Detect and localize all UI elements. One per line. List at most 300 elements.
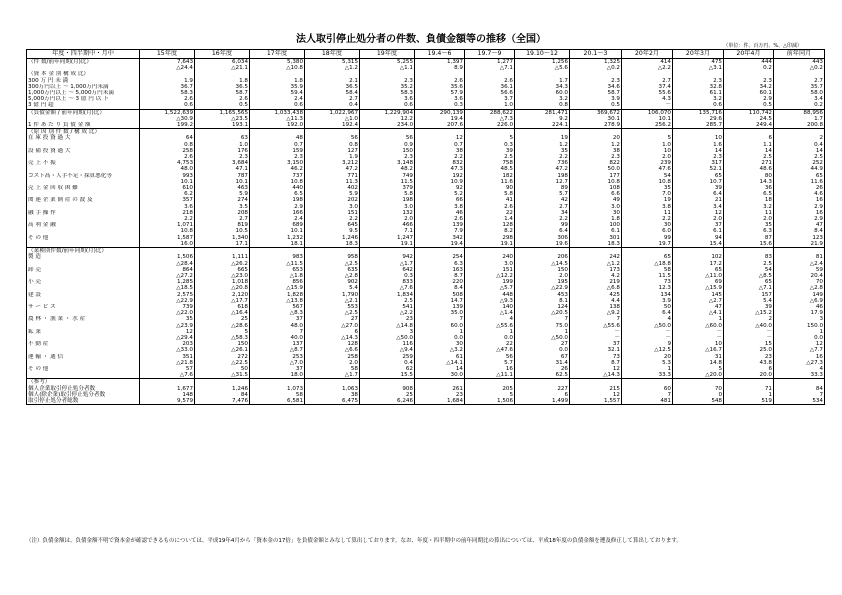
table-cell: 176 2.3 xyxy=(195,148,250,160)
table-cell: 5,255 △1.1 xyxy=(360,59,415,72)
table-cell: 618 △16.4 xyxy=(195,304,250,316)
table-cell: 553 △2.5 xyxy=(305,304,360,316)
header-period: 20年2月 xyxy=(622,50,673,59)
table-cell: 58.3 xyxy=(360,90,415,96)
table-cell: 36.5 xyxy=(195,84,250,90)
table-cell: 3.6 xyxy=(360,96,415,102)
table-cell: 2.7 xyxy=(622,71,673,83)
table-cell: 58 △1.7 xyxy=(305,366,360,379)
table-cell: 1 0.0 xyxy=(415,329,465,341)
row-label: （参考） 個人企業取引停止処分者数 個人(除企業)取引停止処分者数 取引停止処分者総数 xyxy=(27,379,140,405)
table-cell: 35 2.2 xyxy=(515,148,570,160)
table-cell: 14 30.0 xyxy=(415,366,465,379)
table-cell: 254 6.3 xyxy=(415,248,465,267)
table-cell: 288,622 △7.3 xyxy=(465,109,515,122)
table-cell: 3,212 47.2 xyxy=(305,160,360,172)
table-cell: 55.6 xyxy=(622,90,673,96)
table-cell: 2,575 △22.9 xyxy=(140,292,195,304)
row-label: 農 林 ・ 漁 業 ・ 水 産 xyxy=(27,316,140,328)
table-cell: 198 2.9 xyxy=(250,197,305,209)
table-cell: 200.8 xyxy=(774,122,825,129)
table-cell: 140 △1.4 xyxy=(465,304,515,316)
table-cell: 278.9 xyxy=(570,122,622,129)
table-cell: 771 11.3 xyxy=(305,173,360,185)
table-cell: 16 △27.3 xyxy=(774,354,825,366)
table-body xyxy=(27,59,825,405)
table-cell: 65 11.6 xyxy=(774,173,825,185)
table-cell: 4,753 48.0 xyxy=(140,160,195,172)
table-cell: 59.4 xyxy=(250,90,305,96)
table-cell: 205 5 1,506 xyxy=(465,379,515,405)
table-cell: 87 15.6 xyxy=(724,235,774,248)
table-cell: 195 △22.9 xyxy=(515,279,570,291)
table-cell: 463 5.9 xyxy=(195,185,250,197)
table-cell: 832 47.3 xyxy=(415,160,465,172)
page-title: 法人取引停止処分者の件数、負債金額等の推移（全国） xyxy=(296,34,546,45)
table-cell: 1,073 58 6,581 xyxy=(250,379,305,405)
table-cell: 541 △2.2 xyxy=(360,304,415,316)
table-cell: 1.8 xyxy=(195,71,250,83)
table-cell: 208 2.7 xyxy=(195,210,250,222)
table-cell: 16 2.9 xyxy=(774,210,825,222)
table-row xyxy=(27,222,825,234)
table-cell: 2 0.4 xyxy=(774,129,825,148)
table-cell: 145 △2.7 xyxy=(673,292,724,304)
table-cell: 2.6 xyxy=(465,71,515,83)
footnote: （注）負債金額は、負債金額不明で資本金が確認できるものについては、平成19年4月から「資本金の17倍」を負債金額とみなして算出しております。なお、年度・四半期中の前年同期比の算出については、平成18年度の負債金額を遡及修正して算出しております。 xyxy=(26,538,682,544)
table-cell: 218 2.2 xyxy=(140,210,195,222)
table-cell: 2.6 xyxy=(140,96,195,102)
header-period: 19.7～9 xyxy=(465,50,515,59)
table-cell: 610 6.2 xyxy=(140,185,195,197)
table-cell: 135,716 29.6 xyxy=(673,109,724,122)
table-cell: 4 △55.6 xyxy=(465,316,515,328)
table-cell: 199 △5.7 xyxy=(465,279,515,291)
table-cell: 37 18.0 xyxy=(250,366,305,379)
table-cell: 9 △12.5 xyxy=(622,341,673,353)
table-row xyxy=(27,379,825,405)
table-cell: 138 △9.2 xyxy=(570,304,622,316)
table-cell: 224.1 xyxy=(515,122,570,129)
table-cell: 123 21.9 xyxy=(774,235,825,248)
row-label: 卸 売 xyxy=(27,267,140,279)
table-cell: 3,148 48.2 xyxy=(360,160,415,172)
table-cell: 127 1.9 xyxy=(305,148,360,160)
table-cell: 758 48.5 xyxy=(465,160,515,172)
table-cell: 81 △2.4 xyxy=(774,248,825,267)
table-row xyxy=(27,129,825,148)
table-cell: 30 6.0 xyxy=(622,222,673,234)
table-cell: 227 6 1,499 xyxy=(515,379,570,405)
header-period: 17年度 xyxy=(250,50,305,59)
table-cell: 39 △15.2 xyxy=(724,304,774,316)
table-cell: 298 19.1 xyxy=(465,235,515,248)
table-cell: 5 0.3 xyxy=(465,129,515,148)
table-cell: 635 △2.8 xyxy=(305,267,360,279)
row-label: 1 件 あ た り 負 債 金 額 xyxy=(27,122,140,129)
row-label: 建 設 xyxy=(27,292,140,304)
table-cell: 47 △4.1 xyxy=(673,304,724,316)
table-row xyxy=(27,248,825,267)
table-cell: 50 6.4 xyxy=(622,304,673,316)
table-cell: 261 23 1,684 xyxy=(415,379,465,405)
table-cell: 253 △7.0 xyxy=(250,354,305,366)
table-cell: 379 5.8 xyxy=(360,185,415,197)
table-cell: 0.5 xyxy=(724,102,774,109)
table-cell: 1,232 18.1 xyxy=(250,235,305,248)
table-cell: 351 △21.8 xyxy=(140,354,195,366)
table-cell: 99 19.7 xyxy=(622,235,673,248)
table-cell: － － xyxy=(570,329,622,341)
table-cell: 306 19.6 xyxy=(515,235,570,248)
table-cell: 58.3 xyxy=(140,90,195,96)
table-cell: 2.3 xyxy=(724,71,774,83)
table-cell: 92 5.2 xyxy=(415,185,465,197)
table-cell: 1.0 xyxy=(465,102,515,109)
table-cell: 12 2.0 xyxy=(673,210,724,222)
table-cell: 36.1 xyxy=(465,84,515,90)
header-period: 前年同月 xyxy=(774,50,825,59)
table-cell: 444 0.2 xyxy=(724,59,774,72)
table-cell: 1,277 △7.1 xyxy=(465,59,515,72)
table-cell: 38 2.2 xyxy=(415,148,465,160)
table-cell: 151 △12.2 xyxy=(465,267,515,279)
table-cell: 65 △11.0 xyxy=(673,267,724,279)
table-cell: 56 0.8 xyxy=(305,129,360,148)
row-label: （負債金額 / 前年同期(月)比） xyxy=(27,109,140,122)
table-row xyxy=(27,160,825,172)
table-cell: 88,956 1.7 xyxy=(774,109,825,122)
table-cell: 0.6 xyxy=(140,102,195,109)
table-cell: 54 △8.5 xyxy=(724,267,774,279)
table-cell: 16 2.9 xyxy=(774,197,825,209)
table-cell: 66 3.8 xyxy=(415,197,465,209)
table-cell: 1,587 16.0 xyxy=(140,235,195,248)
row-label: 設 備 投 資 過 大 xyxy=(27,148,140,160)
table-cell: 14 2.5 xyxy=(774,148,825,160)
header-period: 19.10～12 xyxy=(515,50,570,59)
table-cell: 177 10.8 xyxy=(570,173,622,185)
table-cell: 1,790 △2.1 xyxy=(305,292,360,304)
table-cell: 56 5.7 xyxy=(465,354,515,366)
table-cell: 1,677 148 9,579 xyxy=(140,379,195,405)
table-cell: 34.3 xyxy=(515,84,570,90)
table-cell: 27 △27.0 xyxy=(305,316,360,328)
table-cell: 0.6 xyxy=(673,102,724,109)
table-cell: 192.4 xyxy=(305,122,360,129)
table-cell: 234.0 xyxy=(360,122,415,129)
row-label: コスト高・人手不足・採算悪化等 xyxy=(27,173,140,185)
row-label: 鉱 業 xyxy=(27,329,140,341)
table-cell: 139 7.9 xyxy=(415,222,465,234)
table-cell: 6 △14.3 xyxy=(305,329,360,341)
table-cell: 3,150 46.2 xyxy=(250,160,305,172)
table-cell: 5,315 △1.2 xyxy=(305,59,360,72)
row-label: 運 輸 ・ 通 信 xyxy=(27,354,140,366)
table-cell: 1,522,639 △30.9 xyxy=(140,109,195,122)
table-cell: 285.7 xyxy=(673,122,724,129)
table-cell: 59 20.4 xyxy=(774,267,825,279)
row-label: 3 億 円 超 xyxy=(27,102,140,109)
table-cell: 10 △16.7 xyxy=(673,341,724,353)
table-cell: 42 2.7 xyxy=(515,197,570,209)
table-row xyxy=(27,366,825,379)
table-cell: 71 1 519 xyxy=(724,379,774,405)
row-label: 関 連 企 業 倒 産 の 波 及 xyxy=(27,197,140,209)
table-cell: 166 2.4 xyxy=(250,210,305,222)
table-cell: 1,071 10.8 xyxy=(140,222,195,234)
table-row xyxy=(27,197,825,209)
table-cell: 34.6 xyxy=(570,84,622,90)
table-cell: 3 △50.0 xyxy=(360,329,415,341)
table-cell: 301 18.3 xyxy=(570,235,622,248)
table-cell: 60 7 481 xyxy=(622,379,673,405)
table-cell: 206 △14.5 xyxy=(515,248,570,267)
table-cell: 7,643 △24.4 xyxy=(140,59,195,72)
table-cell: 3,684 47.1 xyxy=(195,160,250,172)
table-cell: 100 6.1 xyxy=(570,222,622,234)
table-row xyxy=(27,210,825,222)
table-cell: 6 20.0 xyxy=(724,366,774,379)
table-cell: 39 6.4 xyxy=(673,185,724,197)
table-cell: 856 △15.9 xyxy=(250,279,305,291)
table-cell: 35.2 xyxy=(360,84,415,90)
header-period: 20年3月 xyxy=(673,50,724,59)
table-row xyxy=(27,173,825,185)
table-cell: 1,033,438 △11.3 xyxy=(250,109,305,122)
table-cell: 215 12 1,557 xyxy=(570,379,622,405)
row-label: そ の 他 xyxy=(27,235,140,248)
table-cell: 23 43.8 xyxy=(724,354,774,366)
table-cell: 90 5.8 xyxy=(465,185,515,197)
header-period: 16年度 xyxy=(195,50,250,59)
table-cell: 983 △11.5 xyxy=(250,248,305,267)
table-cell: － － xyxy=(724,329,774,341)
table-cell: 1,285 △18.5 xyxy=(140,279,195,291)
table-cell: 63 1.0 xyxy=(195,129,250,148)
table-cell: 14 2.3 xyxy=(673,148,724,160)
row-label: 融 手 操 作 xyxy=(27,210,140,222)
table-cell: － － xyxy=(622,329,673,341)
table-cell: 198 12.7 xyxy=(515,173,570,185)
table-cell: 35 6.3 xyxy=(724,222,774,234)
table-cell: 137 △8.7 xyxy=(250,341,305,353)
table-cell: 1,063 38 6,475 xyxy=(305,379,360,405)
table-cell: 12 △29.4 xyxy=(140,329,195,341)
table-cell: 3.9 xyxy=(570,96,622,102)
row-label: 不 動 産 xyxy=(27,341,140,353)
table-cell: 3.7 xyxy=(465,96,515,102)
table-cell: 37 6.1 xyxy=(673,222,724,234)
table-cell: 258 2.0 xyxy=(305,354,360,366)
table-cell: 159 2.3 xyxy=(250,148,305,160)
table-cell: 30 △3.2 xyxy=(415,341,465,353)
table-cell: 202 3.0 xyxy=(305,197,360,209)
table-row xyxy=(27,304,825,316)
table-cell: 58.7 xyxy=(570,90,622,96)
table-row xyxy=(27,354,825,366)
table-cell: 157 5.4 xyxy=(724,292,774,304)
table-row xyxy=(27,329,825,341)
table-cell: 1,397 8.9 xyxy=(415,59,465,72)
table-cell: 207.6 xyxy=(415,122,465,129)
table-cell: 2.9 xyxy=(724,96,774,102)
table-row xyxy=(27,59,825,72)
table-cell: 110,742 24.5 xyxy=(724,109,774,122)
table-cell: 12 △7.7 xyxy=(774,341,825,353)
table-cell: 132 2.0 xyxy=(360,210,415,222)
table-cell: 128 8.2 xyxy=(465,222,515,234)
table-cell: 1 0.0 xyxy=(774,329,825,341)
header-label: 年度・四半期中・月中 xyxy=(27,50,140,59)
table-cell: 242 △1.2 xyxy=(570,248,622,267)
table-cell: 31 14.8 xyxy=(673,354,724,366)
table-cell: 3.4 xyxy=(774,96,825,102)
table-cell: 35 △23.9 xyxy=(140,316,195,328)
table-cell: 36 6.5 xyxy=(724,185,774,197)
table-cell: 21 3.4 xyxy=(673,197,724,209)
table-cell: 182 11.6 xyxy=(465,173,515,185)
table-cell: 35.7 xyxy=(774,84,825,90)
table-cell: 48 0.7 xyxy=(250,129,305,148)
table-cell: 70 0 548 xyxy=(673,379,724,405)
table-cell: 61.1 xyxy=(673,90,724,96)
table-cell: 739 △22.0 xyxy=(140,304,195,316)
table-cell: 39 2.5 xyxy=(465,148,515,160)
table-cell: 20 5.3 xyxy=(622,354,673,366)
table-cell: 271 48.6 xyxy=(724,160,774,172)
table-cell: 30 1.8 xyxy=(570,210,622,222)
table-cell: 108 6.6 xyxy=(570,185,622,197)
table-cell: 35.6 xyxy=(415,84,465,90)
table-cell: 1,111 △26.2 xyxy=(195,248,250,267)
table-cell: 7 60.0 xyxy=(415,316,465,328)
table-cell: 958 △2.5 xyxy=(305,248,360,267)
row-label: （原 因 別 件 数 / 構 成 比） 在 庫 投 資 過 大 xyxy=(27,129,140,148)
table-cell: 1,022,967 △1.0 xyxy=(305,109,360,122)
table-cell: 61 △14.1 xyxy=(415,354,465,366)
unit-note: （単位：件、百万円、%、△印減） xyxy=(723,43,802,49)
table-cell: 102 17.2 xyxy=(673,248,724,267)
table-cell: 46 17.9 xyxy=(774,304,825,316)
table-cell: 150 2.3 xyxy=(360,148,415,160)
table-cell: 6 1.1 xyxy=(724,129,774,148)
table-cell: 23 △14.8 xyxy=(360,316,415,328)
table-cell: 1,018 △20.8 xyxy=(195,279,250,291)
table-cell: 819 10.5 xyxy=(195,222,250,234)
table-cell: 37 48.0 xyxy=(250,316,305,328)
table-cell: 1.8 xyxy=(250,71,305,83)
table-cell: 150 △26.1 xyxy=(195,341,250,353)
table-cell: 1.9 xyxy=(140,71,195,83)
table-cell: 822 50.0 xyxy=(570,160,622,172)
table-cell: 272 △22.5 xyxy=(195,354,250,366)
table-row xyxy=(27,292,825,304)
table-cell: 198 3.0 xyxy=(360,197,415,209)
table-cell: 193.1 xyxy=(195,122,250,129)
header-period: 15年度 xyxy=(140,50,195,59)
table-cell: 2.6 xyxy=(195,96,250,102)
table-cell: 20 1.2 xyxy=(570,129,622,148)
table-cell: 453 8.1 xyxy=(515,292,570,304)
table-cell: 46 2.6 xyxy=(415,210,465,222)
table-cell: 65 △18.8 xyxy=(622,248,673,267)
table-cell: 737 10.8 xyxy=(250,173,305,185)
table-cell: 736 47.2 xyxy=(515,160,570,172)
table-cell: 1,506 △28.4 xyxy=(140,248,195,267)
table-row xyxy=(27,102,825,109)
table-cell: 425 4.4 xyxy=(570,292,622,304)
table-cell: 26 62.5 xyxy=(515,366,570,379)
table-cell: 5 1.0 xyxy=(622,129,673,148)
table-cell: 902 5.4 xyxy=(305,279,360,291)
header-period: 19年度 xyxy=(360,50,415,59)
table-cell: 69 △15.9 xyxy=(673,279,724,291)
table-cell: 58.7 xyxy=(195,90,250,96)
table-cell: 37 32.1 xyxy=(570,341,622,353)
table-cell: 80 14.3 xyxy=(724,173,774,185)
table-cell: 18 3.2 xyxy=(724,197,774,209)
table-cell: 57 △7.6 xyxy=(140,366,195,379)
table-row xyxy=(27,109,825,122)
table-cell: 414 △2.2 xyxy=(622,59,673,72)
row-label: 高 利 金 融 xyxy=(27,222,140,234)
table-cell: 27 0.0 xyxy=(515,341,570,353)
table-cell: 134 3.9 xyxy=(622,292,673,304)
table-cell: 2.6 xyxy=(415,71,465,83)
table-cell: 62 15.5 xyxy=(360,366,415,379)
table-cell: 0.8 xyxy=(515,102,570,109)
table-cell: 22 △47.6 xyxy=(465,341,515,353)
table-cell: 150 2.0 xyxy=(515,267,570,279)
table-cell: 38 2.3 xyxy=(570,148,622,160)
table-cell: 16 △11.1 xyxy=(465,366,515,379)
header-period: 20年4月 xyxy=(724,50,774,59)
table-cell: 192 10.9 xyxy=(415,173,465,185)
table-cell: 290,139 19.4 xyxy=(415,109,465,122)
table-cell: 317 52.1 xyxy=(673,160,724,172)
header-period: 19.4～6 xyxy=(415,50,465,59)
table-cell: 226.0 xyxy=(465,122,515,129)
table-cell: 2.1 xyxy=(305,71,360,83)
table-cell: 56.6 xyxy=(465,90,515,96)
table-cell: 15 25.0 xyxy=(724,341,774,353)
table-cell: 357 3.6 xyxy=(140,197,195,209)
table-cell: 2.3 xyxy=(570,71,622,83)
table-cell: 116 △9.4 xyxy=(360,341,415,353)
table-cell: 1,247 19.1 xyxy=(360,235,415,248)
table-cell: 10 1.6 xyxy=(673,129,724,148)
table-cell: 64 0.8 xyxy=(140,129,195,148)
table-cell: 749 11.5 xyxy=(360,173,415,185)
table-cell: 689 10.1 xyxy=(250,222,305,234)
table-cell: 47 8.4 xyxy=(774,222,825,234)
table-cell: 7 75.0 xyxy=(515,316,570,328)
table-cell: 0.2 xyxy=(774,102,825,109)
table-cell: 34 2.2 xyxy=(515,210,570,222)
table-cell: 1.7 xyxy=(515,71,570,83)
table-cell: 65 10.7 xyxy=(673,173,724,185)
table-cell: 203 △33.0 xyxy=(140,341,195,353)
table-cell: 22 1.4 xyxy=(465,210,515,222)
row-label: （業種別件数/前年同期(月)比） 製 造 xyxy=(27,248,140,267)
table-cell: 41 2.6 xyxy=(465,197,515,209)
table-row xyxy=(27,185,825,197)
table-cell: 240 3.0 xyxy=(465,248,515,267)
table-cell: 35 7.0 xyxy=(622,185,673,197)
table-cell: 58.0 xyxy=(774,90,825,96)
table-cell: 2.4 xyxy=(250,96,305,102)
